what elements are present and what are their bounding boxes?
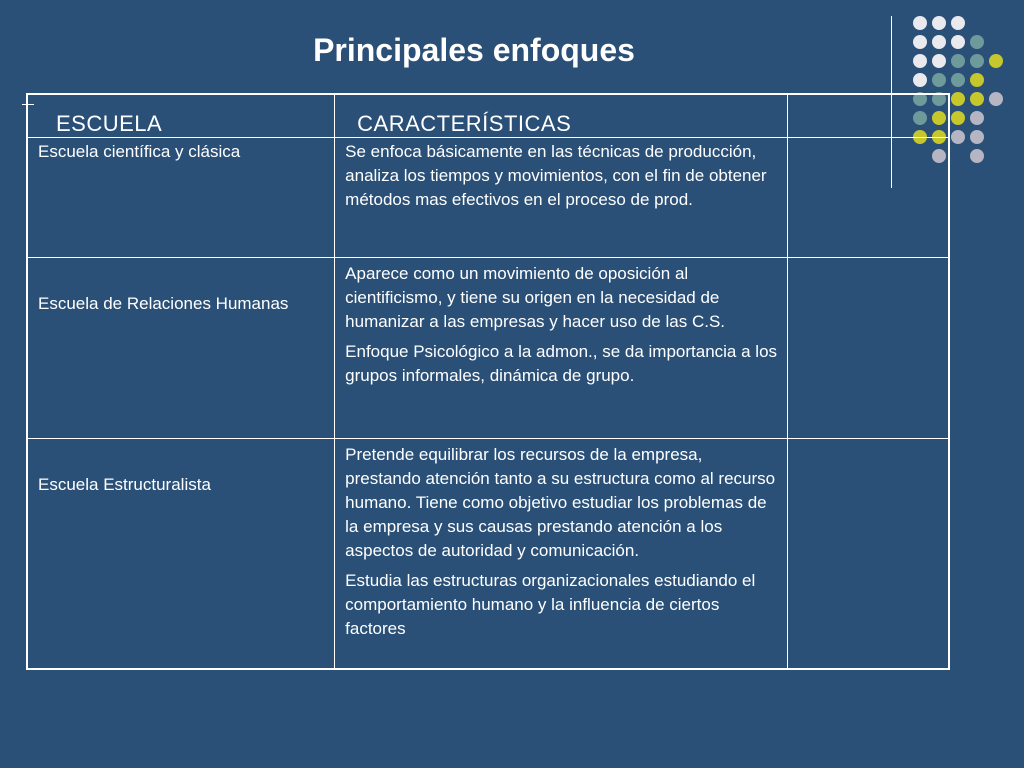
dot-icon [951, 92, 965, 106]
caracteristicas-cell [335, 258, 788, 439]
dot-icon [970, 149, 984, 163]
escuela-name: Escuela Estructuralista [38, 475, 211, 494]
dot-icon [913, 16, 927, 30]
dot-icon [970, 111, 984, 125]
dot-icon [970, 54, 984, 68]
escuela-cell [27, 258, 335, 439]
dot-icon [989, 54, 1003, 68]
escuela-name: Escuela científica y clásica [38, 142, 241, 161]
dot-icon [932, 16, 946, 30]
dot-icon [913, 73, 927, 87]
caracteristica-text: Estudia las estructuras organizacionales estudiando el comportamiento humano y la influencia de ciertos factores [345, 571, 756, 638]
header-cell-empty [788, 94, 949, 138]
dot-icon [951, 35, 965, 49]
dot-icon [970, 35, 984, 49]
table-header-row [27, 94, 949, 138]
empty-cell [788, 258, 949, 439]
dot-icon [951, 130, 965, 144]
dot-icon [970, 92, 984, 106]
dot-icon [951, 111, 965, 125]
caracteristica-text: Pretende equilibrar los recursos de la empresa, prestando atención tanto a su estructura como al recurso humano. Tiene como objetivo estudiar los problemas de la empresa y sus causas prestando atención a los aspectos de autoridad y comunicación. [345, 445, 776, 560]
slide-title: Principales enfoques [313, 32, 635, 68]
caracteristicas-cell [335, 138, 788, 258]
empty-cell [788, 138, 949, 258]
caracteristica-text: Enfoque Psicológico a la admon., se da importancia a los grupos informales, dinámica de grupo. [345, 342, 778, 385]
dot-icon [970, 130, 984, 144]
header-cell-escuela [27, 94, 335, 138]
dot-icon [932, 73, 946, 87]
enfoques-table [26, 93, 950, 670]
header-label: ESCUELA [56, 111, 163, 136]
caracteristica-text: Aparece como un movimiento de oposición al cientificismo, y tiene su origen en la necesidad de humanizar a las empresas y hacer uso de las C.S. [345, 264, 725, 331]
dot-icon [970, 73, 984, 87]
table-row [27, 258, 949, 439]
dot-icon [951, 54, 965, 68]
dot-icon [989, 92, 1003, 106]
table-row [27, 439, 949, 669]
escuela-name: Escuela de Relaciones Humanas [38, 294, 289, 313]
caracteristicas-cell [335, 439, 788, 669]
empty-cell [788, 439, 949, 669]
escuela-cell [27, 138, 335, 258]
escuela-cell [27, 439, 335, 669]
header-label: CARACTERÍSTICAS [357, 111, 572, 136]
header-cell-caracteristicas [335, 94, 788, 138]
table-row [27, 138, 949, 258]
dot-icon [951, 73, 965, 87]
caracteristica-text: Se enfoca básicamente en las técnicas de producción, analiza los tiempos y movimientos, con el fin de obtener métodos mas efectivos en el proceso de prod. [345, 142, 767, 209]
dot-icon [951, 16, 965, 30]
